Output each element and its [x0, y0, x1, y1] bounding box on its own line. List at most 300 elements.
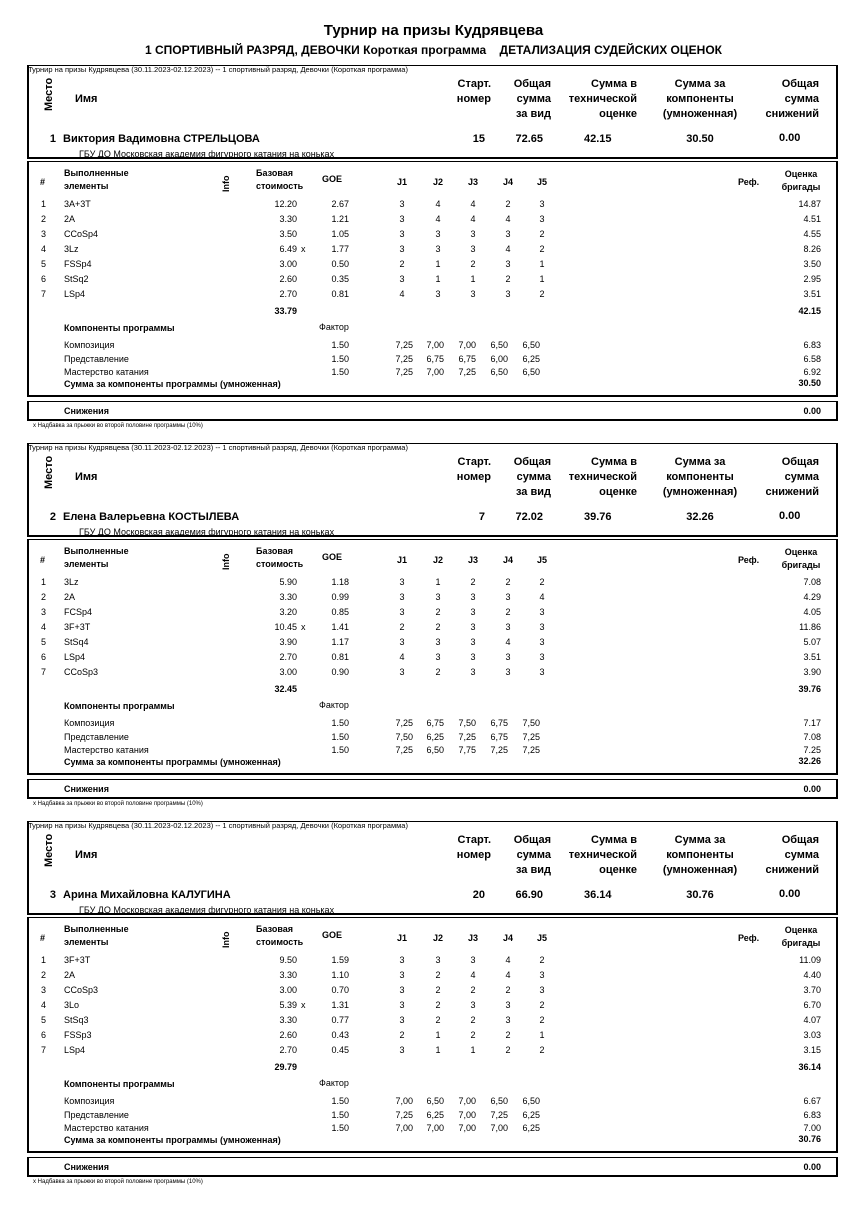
elements-header: Выполненные элементы [64, 546, 129, 569]
element-num: 2 [41, 970, 47, 980]
components-sum-value: 30.76 [798, 1134, 821, 1144]
element-base-value: 3.30 [279, 970, 297, 980]
goe-header: GOE [322, 174, 343, 184]
judge-3-score: 3 [470, 652, 476, 662]
element-goe: 0.70 [331, 985, 349, 995]
judge-4-score: 2 [505, 577, 511, 587]
element-code: 3Lz [64, 244, 79, 254]
component-factor: 1.50 [331, 1096, 349, 1106]
judge-3-score: 4 [470, 214, 476, 224]
element-code: 3Lo [64, 1000, 80, 1010]
element-num: 3 [41, 229, 47, 239]
skater-club: ГБУ ДО Московская академия фигурного катания на коньках [79, 905, 335, 915]
deductions-value: 0.00 [803, 406, 821, 416]
element-code: StSq2 [64, 274, 89, 284]
judge-4-score: 3 [505, 667, 511, 677]
judge-5-score: 2 [539, 244, 545, 254]
judge-5-score: 1 [539, 274, 545, 284]
deductions-value: 0.00 [803, 1162, 821, 1172]
judge-3-score: 1 [470, 1045, 476, 1055]
component-name: Представление [64, 1109, 129, 1120]
element-code: CCoSp4 [64, 229, 99, 239]
second-half-marker: x [301, 244, 306, 254]
element-goe: 1.18 [331, 577, 349, 587]
deductions-total-header: Общая сумма снижений [765, 78, 819, 120]
judge-4-score: 4 [505, 214, 511, 224]
element-num: 4 [41, 244, 47, 254]
tech-score-total: 39.76 [798, 684, 821, 694]
component-score: 7.08 [803, 731, 821, 742]
judge-2-score: 2 [435, 622, 441, 632]
element-base-value: 2.70 [279, 652, 297, 662]
judge-2-score: 3 [435, 955, 441, 965]
judge-5-score: 3 [539, 637, 545, 647]
ref-header: Реф. [738, 933, 760, 943]
judge-5-score: 3 [539, 199, 545, 209]
judge-1-score: 3 [399, 577, 405, 587]
element-code: 3A+3T [64, 199, 91, 209]
judge-5-score: 1 [539, 1030, 545, 1040]
judge-1-score: 3 [399, 229, 405, 239]
ref-header: Реф. [738, 177, 760, 187]
start-no-value: 15 [472, 133, 485, 145]
judge-3-score: 2 [470, 985, 476, 995]
components-sum-value: 32.26 [798, 756, 821, 766]
factor-header: Фактор [319, 322, 349, 332]
component-name: Композиция [64, 340, 115, 350]
judge-4-score: 3 [505, 229, 511, 239]
total-score-value: 72.02 [515, 511, 543, 523]
judge-4-score: 4 [505, 955, 511, 965]
components-sum-label: Сумма за компоненты программы (умноженная) [64, 757, 281, 767]
tech-score-header: Сумма в технической оценке [568, 456, 637, 498]
deductions-label: Снижения [64, 784, 109, 794]
components-sum-label: Сумма за компоненты программы (умноженная) [64, 1135, 281, 1145]
element-code: FSSp4 [64, 259, 92, 269]
element-num: 7 [41, 289, 47, 299]
element-panel-score: 3.70 [803, 985, 821, 995]
base-value-header: Базовая стоимость [256, 924, 304, 947]
judge-5-score: 2 [539, 289, 545, 299]
skater-name: Елена Валерьевна КОСТЫЛЕВА [63, 511, 240, 523]
judge-1-component: 7,25 [395, 1109, 413, 1120]
pcs-score-header: Сумма за компоненты (умноженная) [662, 834, 738, 876]
total-score-value: 66.90 [515, 889, 543, 901]
component-factor: 1.50 [331, 1109, 349, 1120]
j3-header: J3 [467, 177, 478, 187]
judge-3-score: 3 [470, 1000, 476, 1010]
judge-4-component: 6,00 [490, 353, 508, 364]
judge-5-score: 3 [539, 985, 545, 995]
component-name: Композиция [64, 718, 115, 728]
judge-5-score: 2 [539, 229, 545, 239]
element-base-value: 3.50 [279, 229, 297, 239]
element-base-value: 10.45 [274, 622, 297, 632]
element-panel-score: 2.95 [803, 274, 821, 284]
element-num: 5 [41, 637, 47, 647]
judge-1-score: 3 [399, 592, 405, 602]
judge-5-score: 3 [539, 622, 545, 632]
judge-2-score: 3 [435, 592, 441, 602]
elements-table-box [27, 917, 838, 1153]
judge-4-component: 6,50 [490, 1096, 508, 1106]
component-name: Мастерство катания [64, 1123, 149, 1133]
judge-3-score: 2 [470, 259, 476, 269]
judge-4-component: 7,25 [490, 745, 508, 755]
judge-2-score: 2 [435, 607, 441, 617]
element-base-value: 6.49 [279, 244, 297, 254]
element-num: 7 [41, 667, 47, 677]
element-code: CCoSp3 [64, 667, 99, 677]
judge-5-score: 3 [539, 214, 545, 224]
place-header: Место [43, 77, 55, 111]
element-panel-score: 3.50 [803, 259, 821, 269]
element-goe: 0.81 [331, 652, 349, 662]
judge-2-score: 2 [435, 1000, 441, 1010]
tech-score-total: 42.15 [798, 306, 821, 316]
j3-header: J3 [467, 555, 478, 565]
judge-3-score: 2 [470, 1015, 476, 1025]
judge-1-score: 3 [399, 955, 405, 965]
element-num: 6 [41, 1030, 47, 1040]
element-num: 3 [41, 607, 47, 617]
judge-5-component: 7,25 [522, 745, 540, 755]
component-score: 7.17 [803, 718, 821, 728]
elements-table-box [27, 539, 838, 775]
factor-header: Фактор [319, 1078, 349, 1088]
judge-2-score: 1 [435, 274, 441, 284]
num-header: # [40, 555, 46, 565]
element-goe: 0.99 [331, 592, 349, 602]
judge-3-score: 3 [470, 955, 476, 965]
element-base-value: 9.50 [279, 955, 297, 965]
judge-5-score: 2 [539, 955, 545, 965]
element-panel-score: 3.51 [803, 289, 821, 299]
tech-score-value: 36.14 [584, 889, 612, 901]
judge-2-score: 3 [435, 652, 441, 662]
element-base-value: 3.30 [279, 592, 297, 602]
deductions-total-value: 0.00 [779, 888, 801, 900]
element-goe: 1.59 [331, 955, 349, 965]
judge-1-component: 7,25 [395, 353, 413, 364]
judge-4-score: 3 [505, 259, 511, 269]
element-code: CCoSp3 [64, 985, 99, 995]
judge-3-component: 7,00 [458, 1096, 476, 1106]
base-value-header: Базовая стоимость [256, 168, 304, 191]
judge-2-score: 2 [435, 985, 441, 995]
judge-4-score: 3 [505, 652, 511, 662]
info-header: Info [221, 553, 231, 570]
element-goe: 1.05 [331, 229, 349, 239]
deductions-box [27, 779, 838, 799]
element-num: 3 [41, 985, 47, 995]
deductions-value: 0.00 [803, 784, 821, 794]
components-header: Компоненты программы [64, 1079, 175, 1089]
judge-3-score: 3 [470, 289, 476, 299]
component-score: 6.83 [803, 340, 821, 350]
component-score: 7.25 [803, 745, 821, 755]
component-name: Представление [64, 353, 129, 364]
judge-5-component: 6,50 [522, 367, 540, 377]
element-num: 6 [41, 652, 47, 662]
judge-1-score: 3 [399, 1045, 405, 1055]
j5-header: J5 [536, 177, 547, 187]
skater-rank: 3 [49, 889, 56, 901]
element-code: StSq3 [64, 1015, 89, 1025]
element-goe: 1.10 [331, 970, 349, 980]
judge-2-component: 6,25 [426, 1109, 444, 1120]
judge-1-score: 3 [399, 244, 405, 254]
component-factor: 1.50 [331, 731, 349, 742]
judge-5-score: 2 [539, 1015, 545, 1025]
element-panel-score: 4.05 [803, 607, 821, 617]
element-base-value: 2.60 [279, 274, 297, 284]
judge-1-score: 3 [399, 214, 405, 224]
ref-header: Реф. [738, 555, 760, 565]
goe-header: GOE [322, 552, 343, 562]
element-panel-score: 7.08 [803, 577, 821, 587]
j2-header: J2 [432, 177, 443, 187]
judge-1-score: 2 [399, 1030, 405, 1040]
j5-header: J5 [536, 555, 547, 565]
element-num: 4 [41, 1000, 47, 1010]
judge-5-score: 3 [539, 652, 545, 662]
judge-4-score: 4 [505, 637, 511, 647]
j1-header: J1 [396, 555, 407, 565]
deductions-total-header: Общая сумма снижений [765, 456, 819, 498]
page-subtitle: 1 СПОРТИВНЫЙ РАЗРЯД, ДЕВОЧКИ Короткая программа ДЕТАЛИЗАЦИЯ СУДЕЙСКИХ ОЦЕНОК [145, 43, 722, 57]
j4-header: J4 [502, 555, 513, 565]
judge-4-score: 3 [505, 622, 511, 632]
judge-4-score: 2 [505, 1030, 511, 1040]
judge-4-score: 3 [505, 289, 511, 299]
deductions-label: Снижения [64, 1162, 109, 1172]
judge-1-score: 3 [399, 199, 405, 209]
skater-rank: 1 [49, 133, 56, 145]
element-num: 2 [41, 214, 47, 224]
page-title: Турнир на призы Кудрявцева [323, 22, 544, 39]
judge-4-score: 4 [505, 244, 511, 254]
element-goe: 1.31 [331, 1000, 349, 1010]
element-goe: 0.77 [331, 1015, 349, 1025]
element-panel-score: 6.70 [803, 1000, 821, 1010]
judge-3-component: 6,75 [458, 353, 476, 364]
judge-5-component: 6,50 [522, 340, 540, 350]
judge-2-component: 7,00 [426, 367, 444, 377]
j2-header: J2 [432, 933, 443, 943]
element-base-value: 2.70 [279, 289, 297, 299]
component-score: 7.00 [803, 1123, 821, 1133]
place-header: Место [43, 833, 55, 867]
judge-3-score: 3 [470, 592, 476, 602]
element-code: StSq4 [64, 637, 89, 647]
judge-3-score: 3 [470, 637, 476, 647]
component-factor: 1.50 [331, 1123, 349, 1133]
judge-3-score: 2 [470, 577, 476, 587]
skater-summary-box [27, 65, 838, 159]
judge-1-score: 3 [399, 1015, 405, 1025]
pcs-score-value: 30.76 [686, 889, 714, 901]
judge-5-component: 6,50 [522, 1096, 540, 1106]
element-code: 3Lz [64, 577, 79, 587]
judge-1-score: 2 [399, 259, 405, 269]
element-panel-score: 3.03 [803, 1030, 821, 1040]
factor-header: Фактор [319, 700, 349, 710]
judge-1-component: 7,25 [395, 745, 413, 755]
judge-5-score: 2 [539, 577, 545, 587]
element-panel-score: 3.51 [803, 652, 821, 662]
base-value-total: 33.79 [274, 306, 297, 316]
j4-header: J4 [502, 933, 513, 943]
judge-1-score: 4 [399, 652, 405, 662]
panel-score-header: Оценка бригады [781, 169, 821, 192]
element-code: LSp4 [64, 1045, 86, 1055]
pcs-score-value: 30.50 [686, 133, 714, 145]
element-base-value: 3.00 [279, 985, 297, 995]
component-score: 6.67 [803, 1096, 821, 1106]
element-code: 3F+3T [64, 955, 91, 965]
element-goe: 0.50 [331, 259, 349, 269]
judge-2-component: 6,75 [426, 353, 444, 364]
judge-5-score: 2 [539, 1045, 545, 1055]
tech-score-value: 42.15 [584, 133, 612, 145]
j4-header: J4 [502, 177, 513, 187]
start-no-header: Старт. номер [456, 78, 491, 105]
element-num: 1 [41, 199, 47, 209]
judge-2-score: 3 [435, 244, 441, 254]
element-code: 3F+3T [64, 622, 91, 632]
panel-score-header: Оценка бригады [781, 925, 821, 948]
judge-2-component: 6,25 [426, 731, 444, 742]
deductions-total-value: 0.00 [779, 132, 801, 144]
skater-block-1 [0, 63, 867, 441]
judge-2-component: 7,00 [426, 1123, 444, 1133]
element-panel-score: 3.15 [803, 1045, 821, 1055]
element-num: 4 [41, 622, 47, 632]
judge-3-component: 7,75 [458, 745, 476, 755]
judge-1-score: 3 [399, 1000, 405, 1010]
element-panel-score: 11.09 [799, 955, 821, 965]
element-goe: 0.90 [331, 667, 349, 677]
base-value-total: 29.79 [274, 1062, 297, 1072]
skater-club: ГБУ ДО Московская академия фигурного катания на коньках [79, 149, 335, 159]
element-base-value: 12.20 [274, 199, 297, 209]
element-panel-score: 11.86 [799, 622, 821, 632]
info-header: Info [221, 931, 231, 948]
judge-5-component: 6,25 [522, 353, 540, 364]
element-num: 7 [41, 1045, 47, 1055]
second-half-marker: x [301, 1000, 306, 1010]
judge-3-score: 2 [470, 1030, 476, 1040]
judge-3-score: 4 [470, 199, 476, 209]
footnote: x Надбавка за прыжки во второй половине программы (10%) [33, 1179, 203, 1185]
judge-4-component: 7,25 [490, 1109, 508, 1120]
element-base-value: 3.90 [279, 637, 297, 647]
skater-name: Виктория Вадимовна СТРЕЛЬЦОВА [63, 133, 260, 145]
judge-2-score: 4 [435, 199, 441, 209]
judge-3-score: 3 [470, 667, 476, 677]
element-goe: 0.85 [331, 607, 349, 617]
components-sum-value: 30.50 [798, 378, 821, 388]
element-goe: 1.17 [331, 637, 349, 647]
judge-4-score: 2 [505, 607, 511, 617]
num-header: # [40, 933, 46, 943]
tech-score-value: 39.76 [584, 511, 612, 523]
judge-4-score: 2 [505, 274, 511, 284]
component-factor: 1.50 [331, 745, 349, 755]
judge-5-component: 7,50 [522, 718, 540, 728]
judge-4-score: 3 [505, 1015, 511, 1025]
judge-2-score: 2 [435, 1015, 441, 1025]
judge-2-component: 7,00 [426, 340, 444, 350]
judge-3-component: 7,25 [458, 367, 476, 377]
judge-3-score: 3 [470, 607, 476, 617]
element-base-value: 3.30 [279, 1015, 297, 1025]
name-header: Имя [75, 471, 98, 483]
judge-1-score: 3 [399, 985, 405, 995]
element-num: 1 [41, 955, 47, 965]
element-panel-score: 4.51 [803, 214, 821, 224]
judge-1-component: 7,00 [395, 1123, 413, 1133]
judge-4-component: 6,75 [490, 731, 508, 742]
judge-2-score: 3 [435, 637, 441, 647]
j3-header: J3 [467, 933, 478, 943]
total-score-value: 72.65 [515, 133, 543, 145]
judge-2-score: 2 [435, 667, 441, 677]
element-goe: 2.67 [331, 199, 349, 209]
judge-2-score: 4 [435, 214, 441, 224]
deductions-total-header: Общая сумма снижений [765, 834, 819, 876]
judge-5-component: 7,25 [522, 731, 540, 742]
judge-1-score: 3 [399, 274, 405, 284]
judge-1-score: 3 [399, 667, 405, 677]
element-code: LSp4 [64, 289, 86, 299]
element-panel-score: 3.90 [803, 667, 821, 677]
element-code: FSSp3 [64, 1030, 92, 1040]
judge-3-score: 3 [470, 622, 476, 632]
judge-1-component: 7,00 [395, 1096, 413, 1106]
element-panel-score: 4.40 [803, 970, 821, 980]
components-sum-label: Сумма за компоненты программы (умноженная) [64, 379, 281, 389]
judge-2-score: 1 [435, 1030, 441, 1040]
element-base-value: 2.60 [279, 1030, 297, 1040]
pcs-score-value: 32.26 [686, 511, 714, 523]
base-value-total: 32.45 [274, 684, 297, 694]
num-header: # [40, 177, 46, 187]
info-header: Info [221, 175, 231, 192]
component-score: 6.83 [803, 1109, 821, 1120]
judge-5-component: 6,25 [522, 1123, 540, 1133]
element-code: 2A [64, 970, 76, 980]
total-score-header: Общая сумма за вид [513, 78, 551, 120]
skater-club: ГБУ ДО Московская академия фигурного катания на коньках [79, 527, 335, 537]
second-half-marker: x [301, 622, 306, 632]
judge-3-component: 7,00 [458, 1109, 476, 1120]
element-goe: 0.45 [331, 1045, 349, 1055]
element-base-value: 2.70 [279, 1045, 297, 1055]
pcs-score-header: Сумма за компоненты (умноженная) [662, 456, 738, 498]
footnote: x Надбавка за прыжки во второй половине программы (10%) [33, 423, 203, 429]
base-value-header: Базовая стоимость [256, 546, 304, 569]
judge-5-score: 3 [539, 667, 545, 677]
skater-block-2 [0, 441, 867, 819]
judge-4-component: 6,50 [490, 340, 508, 350]
j5-header: J5 [536, 933, 547, 943]
judge-1-component: 7,50 [395, 731, 413, 742]
skater-summary-box [27, 443, 838, 537]
place-header: Место [43, 455, 55, 489]
judge-2-score: 1 [435, 259, 441, 269]
